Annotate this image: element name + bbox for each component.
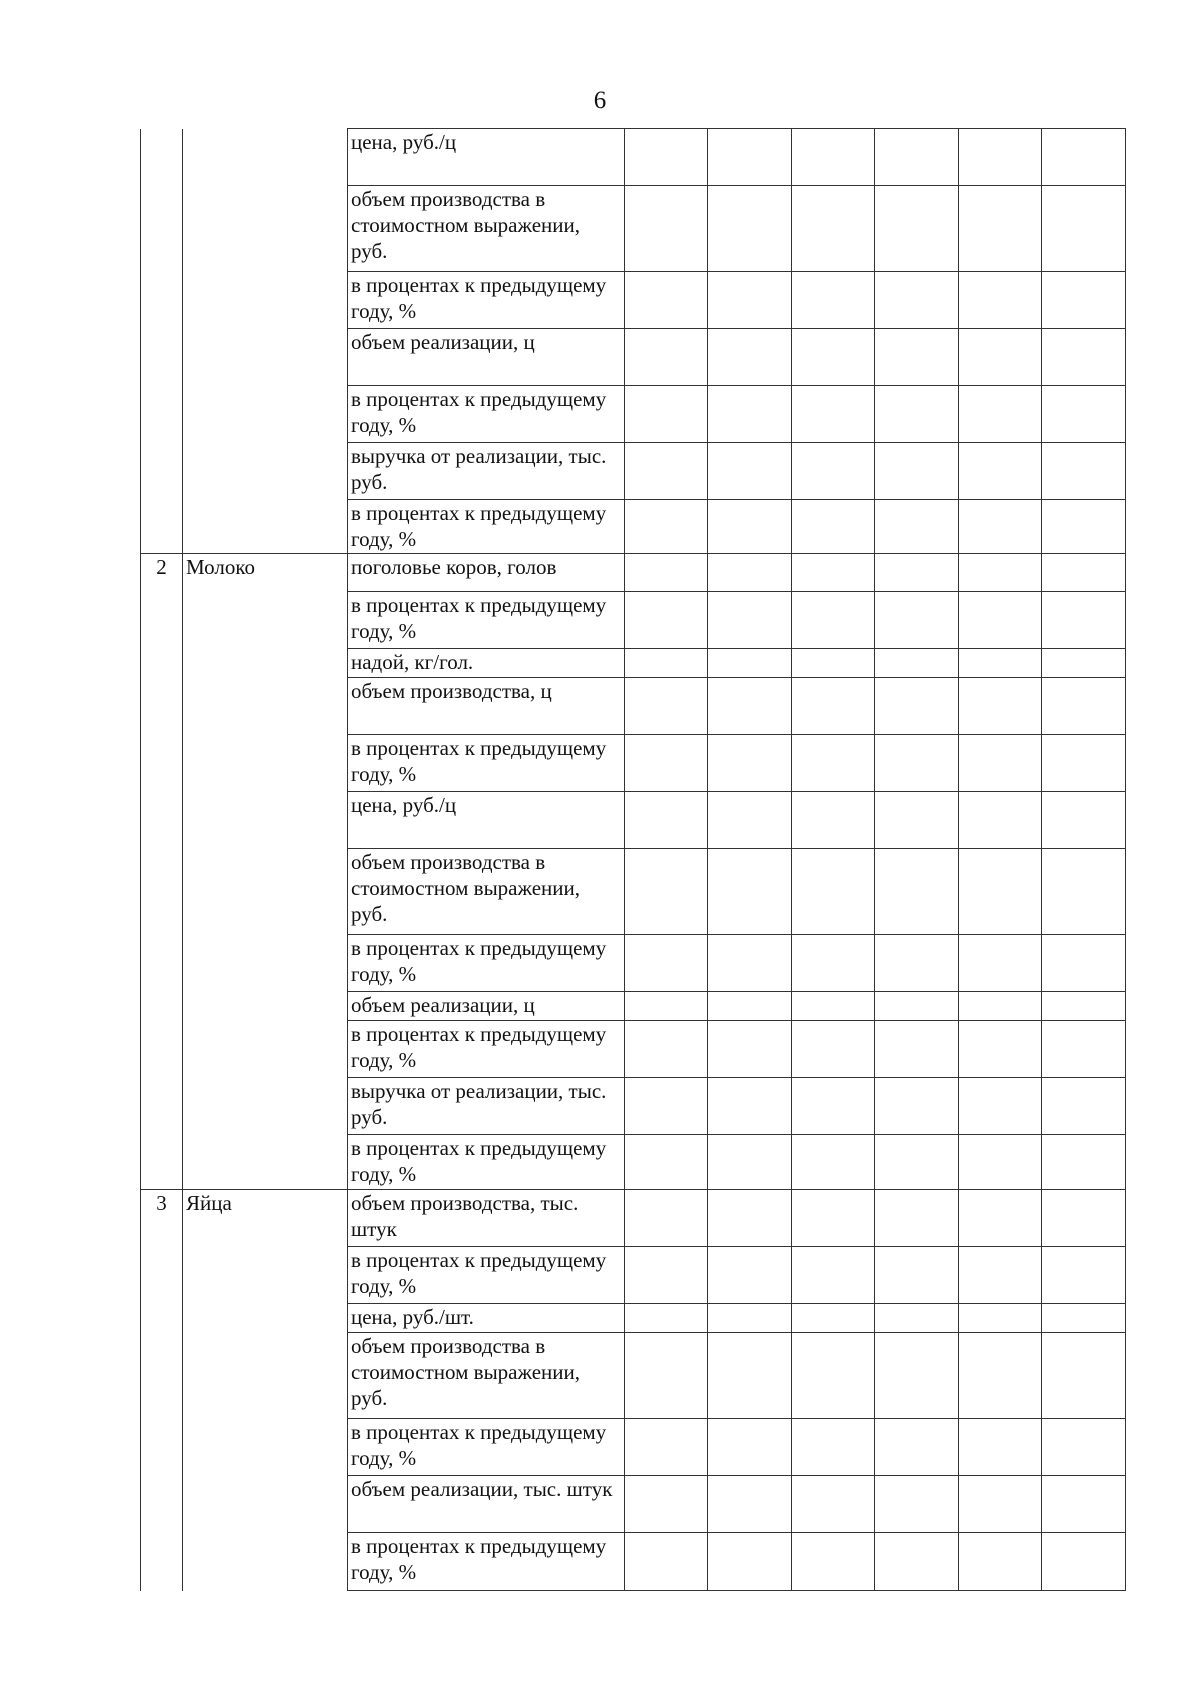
value-cell [625,1476,708,1533]
product-name-cell [183,129,348,554]
value-cell [625,992,708,1021]
value-cell [625,443,708,500]
value-cell [875,1533,959,1591]
value-cell [959,329,1042,386]
value-cell [625,849,708,935]
table-row [141,129,1126,186]
value-cell [875,554,959,592]
value-cell [1042,1135,1126,1190]
value-cell [875,649,959,678]
value-cell [708,386,792,443]
value-cell [959,1021,1042,1078]
value-cell [1042,1247,1126,1304]
value-cell [625,272,708,329]
value-cell [708,272,792,329]
value-cell [625,554,708,592]
value-cell [959,554,1042,592]
value-cell [875,1333,959,1419]
value-cell [708,329,792,386]
value-cell [792,1304,875,1333]
value-cell [875,500,959,554]
indicator-label-cell: выручка от реализации, тыс. руб. [348,1078,625,1135]
value-cell [625,735,708,792]
value-cell [959,1533,1042,1591]
indicator-label-cell: в процентах к предыдущему году, % [348,1419,625,1476]
indicator-label-cell: цена, руб./шт. [348,1304,625,1333]
value-cell [875,792,959,849]
value-cell [1042,792,1126,849]
value-cell [708,992,792,1021]
value-cell [959,186,1042,272]
value-cell [875,1304,959,1333]
value-cell [708,443,792,500]
value-cell [959,992,1042,1021]
indicator-label-cell: цена, руб./ц [348,129,625,186]
value-cell [792,1476,875,1533]
value-cell [708,186,792,272]
value-cell [1042,649,1126,678]
value-cell [875,935,959,992]
indicator-label-cell: поголовье коров, голов [348,554,625,592]
value-cell [708,678,792,735]
value-cell [1042,272,1126,329]
row-number-cell [141,129,183,554]
value-cell [792,386,875,443]
value-cell [792,186,875,272]
value-cell [625,649,708,678]
value-cell [792,1247,875,1304]
value-cell [792,1135,875,1190]
value-cell [959,272,1042,329]
value-cell [1042,1190,1126,1247]
value-cell [625,1533,708,1591]
value-cell [959,678,1042,735]
value-cell [959,849,1042,935]
value-cell [792,1533,875,1591]
value-cell [1042,1021,1126,1078]
value-cell [792,129,875,186]
value-cell [959,935,1042,992]
value-cell [875,129,959,186]
value-cell [875,1419,959,1476]
value-cell [625,1190,708,1247]
indicator-label-cell: в процентах к предыдущему году, % [348,935,625,992]
value-cell [1042,849,1126,935]
value-cell [708,1533,792,1591]
value-cell [1042,735,1126,792]
value-cell [792,500,875,554]
indicator-label-cell: объем производства в стоимостном выражении, руб. [348,1333,625,1419]
value-cell [1042,1419,1126,1476]
indicator-label-cell: выручка от реализации, тыс. руб. [348,443,625,500]
value-cell [708,792,792,849]
value-cell [792,649,875,678]
value-cell [708,554,792,592]
value-cell [959,386,1042,443]
value-cell [708,849,792,935]
value-cell [1042,678,1126,735]
value-cell [875,1135,959,1190]
table-row [141,554,1126,592]
value-cell [875,1247,959,1304]
value-cell [792,1190,875,1247]
value-cell [625,1078,708,1135]
value-cell [708,592,792,649]
value-cell [875,735,959,792]
value-cell [1042,329,1126,386]
value-cell [792,592,875,649]
value-cell [708,1304,792,1333]
value-cell [875,329,959,386]
value-cell [792,272,875,329]
value-cell [625,129,708,186]
indicator-label-cell: в процентах к предыдущему году, % [348,386,625,443]
indicator-label-cell: в процентах к предыдущему году, % [348,735,625,792]
indicator-label-cell: в процентах к предыдущему году, % [348,1533,625,1591]
indicator-label-cell: в процентах к предыдущему году, % [348,500,625,554]
row-number-cell: 2 [141,554,183,1190]
value-cell [1042,186,1126,272]
value-cell [959,1135,1042,1190]
value-cell [959,1476,1042,1533]
row-number-cell: 3 [141,1190,183,1591]
value-cell [708,1078,792,1135]
value-cell [875,992,959,1021]
value-cell [625,792,708,849]
value-cell [959,735,1042,792]
product-name-cell: Яйца [183,1190,348,1591]
value-cell [792,1333,875,1419]
indicator-label-cell: в процентах к предыдущему году, % [348,592,625,649]
indicator-label-cell: в процентах к предыдущему году, % [348,1247,625,1304]
value-cell [1042,554,1126,592]
value-cell [875,849,959,935]
value-cell [708,1135,792,1190]
value-cell [959,649,1042,678]
value-cell [708,1333,792,1419]
value-cell [792,554,875,592]
value-cell [792,1021,875,1078]
value-cell [875,1021,959,1078]
value-cell [792,443,875,500]
value-cell [708,935,792,992]
table-row [141,1190,1126,1247]
value-cell [1042,935,1126,992]
value-cell [1042,443,1126,500]
value-cell [1042,1304,1126,1333]
value-cell [708,1476,792,1533]
indicator-label-cell: объем реализации, ц [348,992,625,1021]
value-cell [625,1304,708,1333]
value-cell [792,935,875,992]
value-cell [1042,1476,1126,1533]
value-cell [708,129,792,186]
value-cell [875,678,959,735]
value-cell [625,329,708,386]
value-cell [875,1476,959,1533]
value-cell [1042,386,1126,443]
value-cell [708,1021,792,1078]
value-cell [625,1135,708,1190]
value-cell [625,935,708,992]
indicator-label-cell: в процентах к предыдущему году, % [348,272,625,329]
value-cell [959,1247,1042,1304]
value-cell [1042,592,1126,649]
value-cell [1042,992,1126,1021]
value-cell [875,186,959,272]
indicator-label-cell: объем производства в стоимостном выражении, руб. [348,186,625,272]
value-cell [792,849,875,935]
value-cell [708,500,792,554]
value-cell [625,1021,708,1078]
value-cell [625,592,708,649]
value-cell [625,500,708,554]
value-cell [792,992,875,1021]
indicator-label-cell: объем производства в стоимостном выражении, руб. [348,849,625,935]
indicators-table [140,128,1126,1591]
value-cell [1042,129,1126,186]
value-cell [625,1247,708,1304]
value-cell [959,1078,1042,1135]
value-cell [792,792,875,849]
value-cell [959,443,1042,500]
value-cell [875,386,959,443]
value-cell [625,678,708,735]
indicator-label-cell: в процентах к предыдущему году, % [348,1021,625,1078]
value-cell [959,792,1042,849]
indicator-label-cell: цена, руб./ц [348,792,625,849]
value-cell [1042,1333,1126,1419]
value-cell [959,1333,1042,1419]
value-cell [1042,1533,1126,1591]
value-cell [625,386,708,443]
value-cell [708,649,792,678]
value-cell [959,1190,1042,1247]
indicator-label-cell: надой, кг/гол. [348,649,625,678]
value-cell [875,1078,959,1135]
indicator-label-cell: объем производства, ц [348,678,625,735]
value-cell [792,329,875,386]
value-cell [625,186,708,272]
value-cell [625,1419,708,1476]
value-cell [708,735,792,792]
value-cell [708,1419,792,1476]
value-cell [708,1190,792,1247]
value-cell [959,592,1042,649]
value-cell [959,1304,1042,1333]
value-cell [959,1419,1042,1476]
value-cell [1042,1078,1126,1135]
indicator-label-cell: объем производства, тыс. штук [348,1190,625,1247]
value-cell [792,735,875,792]
value-cell [1042,500,1126,554]
value-cell [792,1078,875,1135]
value-cell [625,1333,708,1419]
value-cell [875,1190,959,1247]
indicator-label-cell: объем реализации, ц [348,329,625,386]
value-cell [792,1419,875,1476]
value-cell [708,1247,792,1304]
value-cell [875,443,959,500]
indicator-label-cell: объем реализации, тыс. штук [348,1476,625,1533]
value-cell [875,272,959,329]
product-name-cell: Молоко [183,554,348,1190]
value-cell [792,678,875,735]
value-cell [959,129,1042,186]
table-body [141,129,1126,1591]
page-number: 6 [593,87,607,114]
value-cell [959,500,1042,554]
indicator-label-cell: в процентах к предыдущему году, % [348,1135,625,1190]
value-cell [875,592,959,649]
